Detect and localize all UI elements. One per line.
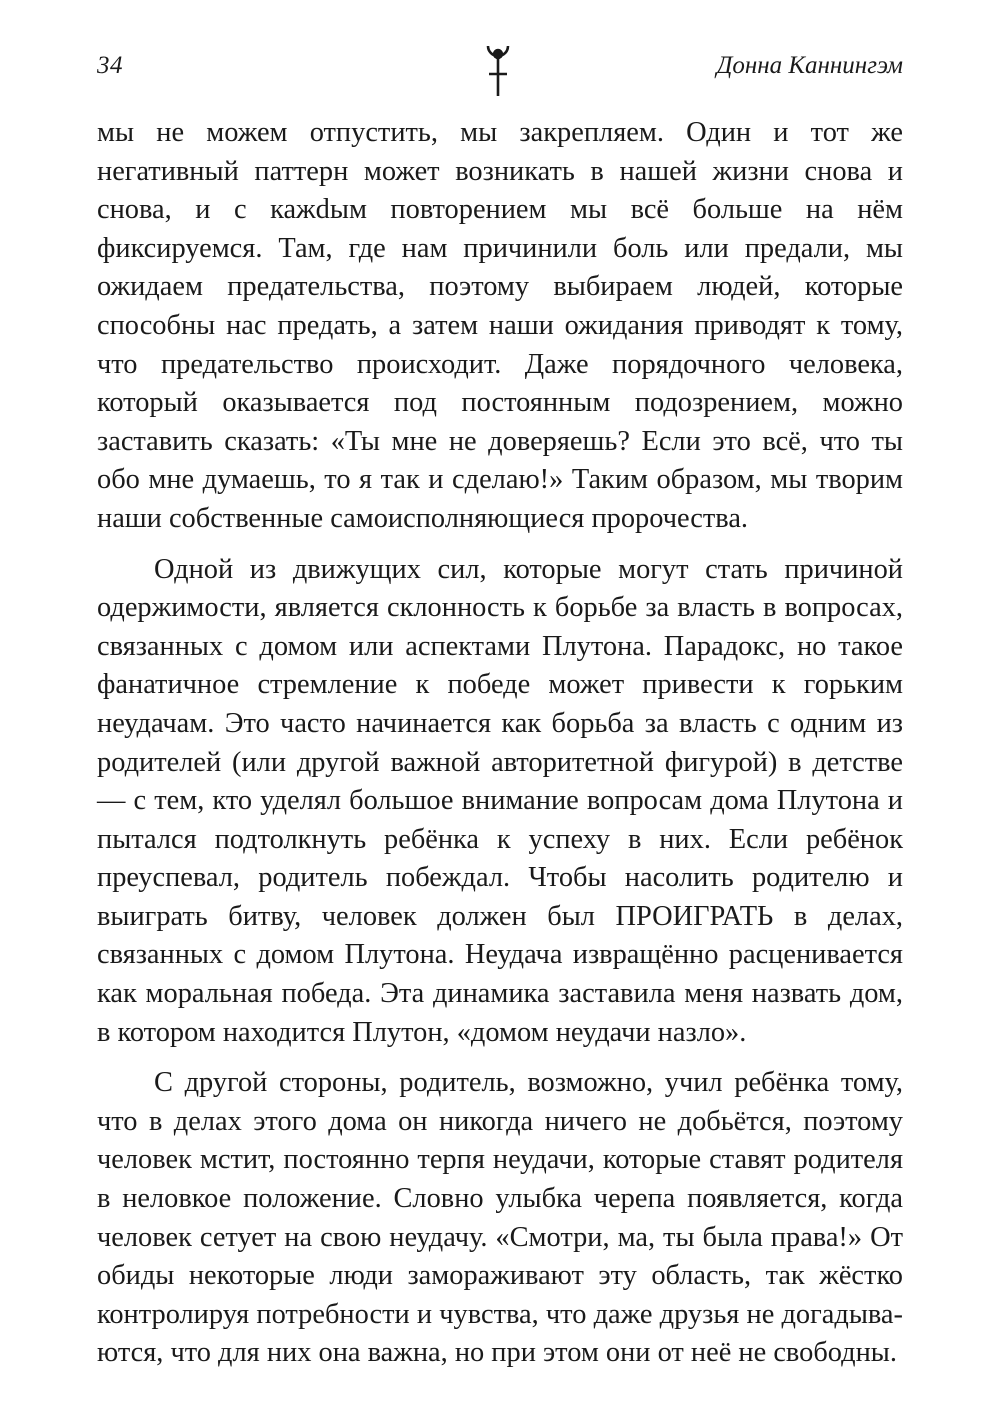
body-text <box>97 114 903 1385</box>
paragraph-1: мы не можем отпустить, мы закрепляем. Один и тот же негативный паттерн может возникать в нашей жизни снова и снова, и с кажdым повторением мы всё больше на нём фиксируемся. Там, где нам причинили боль или предали, мы ожидаем предательства, поэтому выбираем людей, которые способны нас предать, а затем наши ожидания приводят к тому, что предательство происходит. Даже порядочного человека, который оказывается под постоянным подозрением, можно заставить сказать: «Ты мне не доверяешь? Если это всё, что ты обо мне думаешь, то я так и сделаю!» Таким образом, мы творим наши собственные самоисполняющиеся пророчества. <box>97 117 903 534</box>
paragraph-2: Одной из движущих сил, которые могут стать причиной одержимости, является склонность к борьбе за власть в вопросах, связанных с домом или аспектами Плутона. Парадокс, но такое фанатичное стремление к победе может привести к горьким неудачам. Это часто начинается как борьба за власть с одним из родителей (или другой важной авторитетной фигурой) в детстве — с тем, кто уделял большое внимание вопросам дома Плутона и пытался подтолкнуть ребёнка к успеху в них. Если ребёнок преуспевал, родитель побеждал. Чтобы насолить родителю и выиграть битву, человек должен был ПРОИГРАТЬ в делах, связанных с домом Плутона. Неудача извращённо расценивается как моральная победа. Эта динамика заставила меня назвать дом, в котором находится Плутон, «домом неудачи назло». <box>97 553 903 1048</box>
author-name: Донна Каннингэм <box>716 52 903 79</box>
running-header <box>97 44 903 104</box>
pluto-symbol-icon <box>483 44 513 98</box>
page-number: 34 <box>97 52 123 79</box>
paragraph-3: С другой стороны, родитель, возможно, учил ребёнка тому, что в делах этого дома он никогда ничего не добьётся, поэтому человек мстит, постоянно терпя неудачи, которые ставят родителя в неловкое положение. Словно улыбка черепа появляется, когда человек сетует на свою неудачу. «Смотри, ма, ты была права!» От обиды некоторые люди замораживают эту область, так жёстко контролируя потребности и чувства, что даже друзья не догадываются, что для них она важна, но при этом они от неё не свободны. <box>97 1067 903 1369</box>
